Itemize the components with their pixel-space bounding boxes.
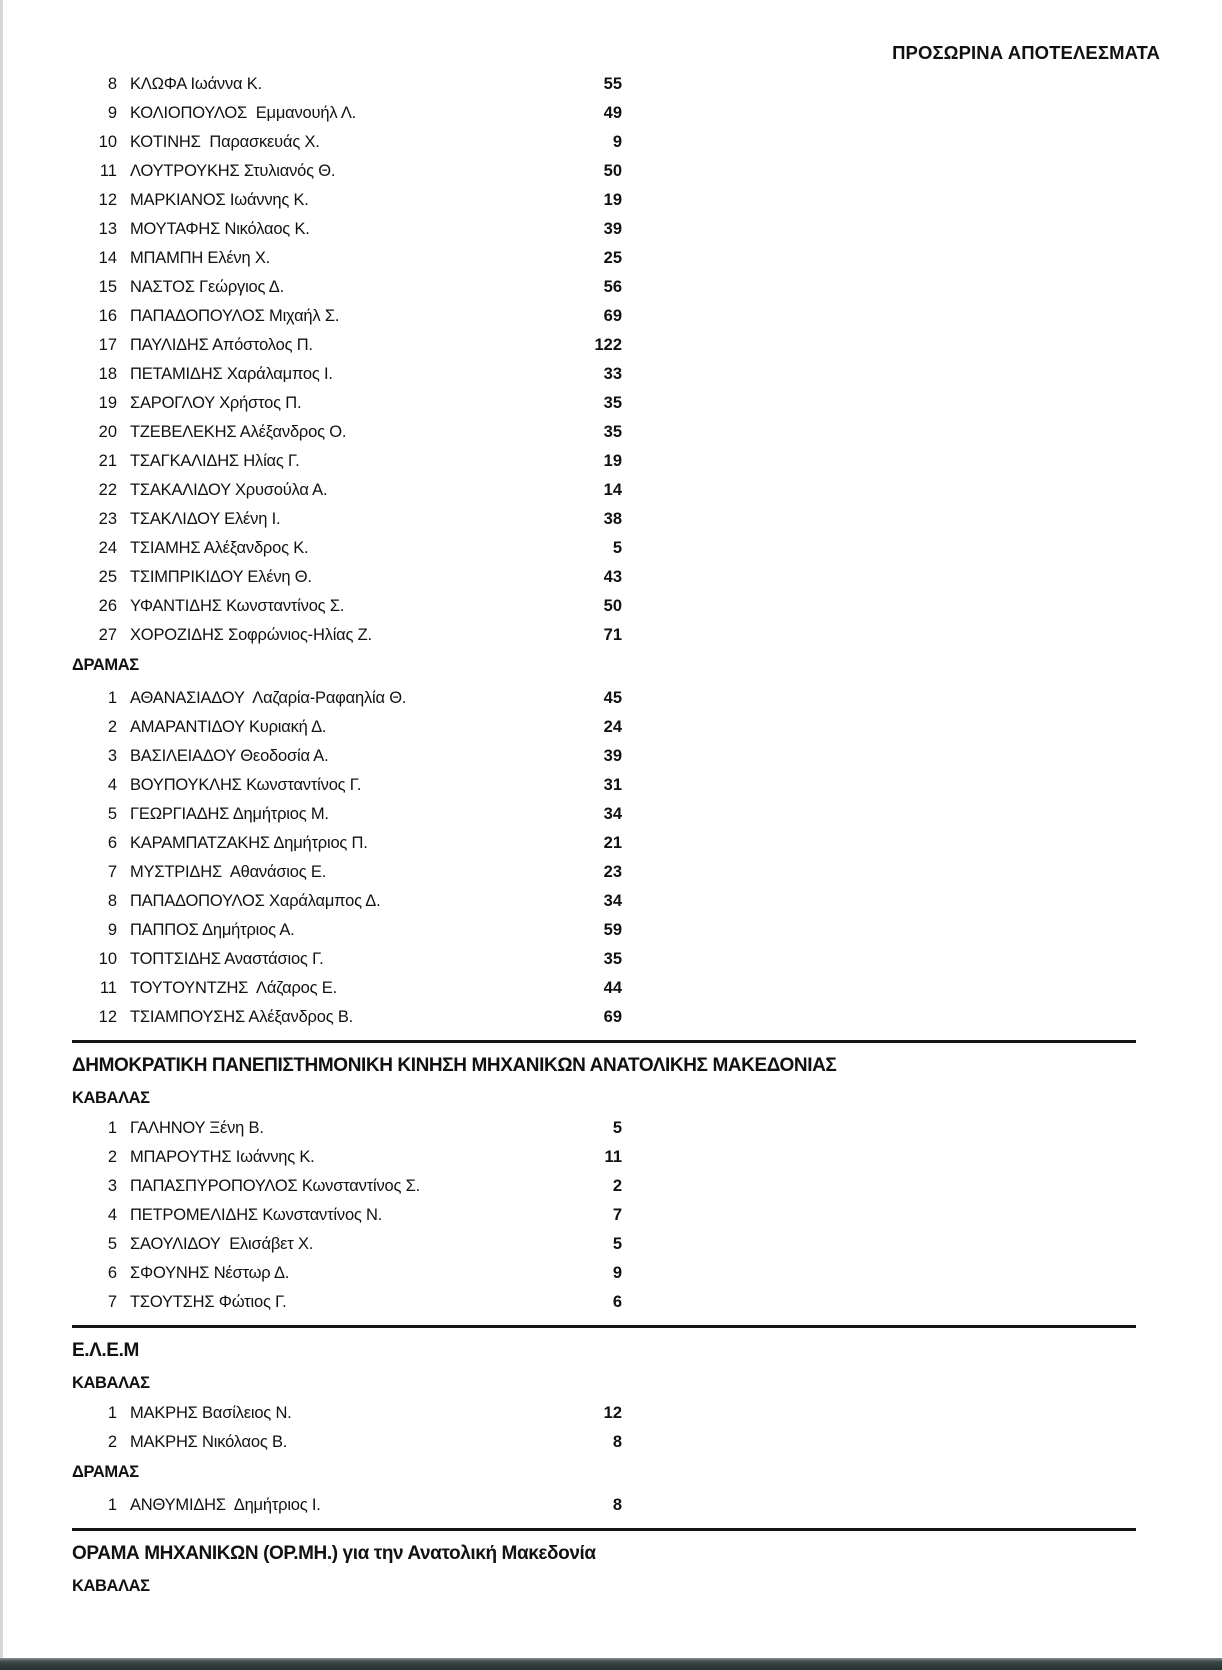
candidate-name: ΤΖΕΒΕΛΕΚΗΣ Αλέξανδρος Ο.	[130, 423, 347, 441]
candidate-number: 7	[107, 1293, 117, 1311]
candidate-number: 6	[107, 1264, 117, 1282]
candidate-votes: 56	[603, 278, 622, 296]
candidate-votes: 12	[603, 1404, 622, 1422]
candidate-name: ΧΟΡΟΖΙΔΗΣ Σοφρώνιος-Ηλίας Ζ.	[130, 626, 372, 644]
candidate-name: ΤΣΙΜΠΡΙΚΙΔΟΥ Ελένη Θ.	[130, 568, 312, 586]
candidate-row	[72, 800, 1136, 829]
candidate-row	[72, 1230, 1136, 1259]
candidate-votes: 8	[612, 1433, 622, 1451]
candidate-row	[72, 1114, 1136, 1143]
candidate-name: ΠΑΠΑΔΟΠΟΥΛΟΣ Μιχαήλ Σ.	[130, 307, 340, 325]
candidate-number: 10	[98, 133, 117, 151]
candidate-number: 22	[98, 481, 117, 499]
candidate-row	[72, 1003, 1136, 1032]
candidate-number: 6	[107, 834, 117, 852]
candidate-number: 9	[107, 921, 117, 939]
candidate-votes: 24	[603, 718, 622, 736]
candidate-row	[72, 273, 1136, 302]
candidate-row	[72, 389, 1136, 418]
candidate-name: ΠΑΠΠΟΣ Δημήτριος Α.	[130, 921, 295, 939]
candidate-name: ΤΣΑΚΑΛΙΔΟΥ Χρυσούλα Α.	[130, 481, 328, 499]
candidate-row	[72, 505, 1136, 534]
candidate-votes: 9	[612, 133, 622, 151]
candidate-number: 27	[98, 626, 117, 644]
candidate-number: 20	[98, 423, 117, 441]
candidate-name: ΑΘΑΝΑΣΙΑΔΟΥ Λαζαρία-Ραφαηλία Θ.	[130, 689, 407, 707]
candidate-votes: 21	[603, 834, 622, 852]
candidate-number: 2	[107, 1148, 117, 1166]
candidate-name: ΜΟΥΤΑΦΗΣ Νικόλαος Κ.	[130, 220, 310, 238]
candidate-number: 1	[107, 1119, 117, 1137]
candidate-row	[72, 157, 1136, 186]
candidate-row	[72, 360, 1136, 389]
candidate-name: ΤΣΙΑΜΗΣ Αλέξανδρος Κ.	[130, 539, 309, 557]
candidate-votes: 34	[603, 892, 622, 910]
candidate-row	[72, 331, 1136, 360]
candidate-votes: 69	[603, 1008, 622, 1026]
candidate-row	[72, 829, 1136, 858]
candidate-number: 5	[107, 1235, 117, 1253]
candidate-row	[72, 128, 1136, 157]
candidate-votes: 2	[612, 1177, 622, 1195]
candidate-row	[72, 302, 1136, 331]
candidate-name: ΚΛΩΦΑ Ιωάννα Κ.	[130, 75, 262, 93]
candidate-row	[72, 244, 1136, 273]
candidate-row	[72, 1143, 1136, 1172]
district-heading: ΔΡΑΜΑΣ	[72, 656, 139, 674]
candidate-number: 8	[107, 892, 117, 910]
candidate-number: 15	[98, 278, 117, 296]
candidate-row	[72, 534, 1136, 563]
candidate-row	[72, 476, 1136, 505]
candidate-number: 9	[107, 104, 117, 122]
section-divider	[72, 1325, 1136, 1328]
candidate-number: 17	[98, 336, 117, 354]
candidate-votes: 5	[612, 1119, 622, 1137]
candidate-name: ΜΠΑΡΟΥΤΗΣ Ιωάννης Κ.	[130, 1148, 315, 1166]
candidate-name: ΜΑΚΡΗΣ Βασίλειος Ν.	[130, 1404, 292, 1422]
candidate-name: ΠΕΤΑΜΙΔΗΣ Χαράλαμπος Ι.	[130, 365, 333, 383]
candidate-votes: 38	[603, 510, 622, 528]
candidate-votes: 50	[603, 162, 622, 180]
candidate-number: 12	[98, 191, 117, 209]
candidate-row	[72, 916, 1136, 945]
candidate-number: 18	[98, 365, 117, 383]
party-heading: ΔΗΜΟΚΡΑΤΙΚΗ ΠΑΝΕΠΙΣΤΗΜΟΝΙΚΗ ΚΙΝΗΣΗ ΜΗΧΑΝΙΚΩΝ ΑΝΑΤΟΛΙΚΗΣ ΜΑΚΕΔΟΝΙΑΣ	[72, 1055, 837, 1076]
candidate-votes: 19	[603, 452, 622, 470]
district-heading: ΚΑΒΑΛΑΣ	[72, 1577, 150, 1595]
candidate-row	[72, 1288, 1136, 1317]
candidate-number: 1	[107, 689, 117, 707]
candidate-name: ΤΟΠΤΣΙΔΗΣ Αναστάσιος Γ.	[130, 950, 324, 968]
candidate-votes: 69	[603, 307, 622, 325]
candidate-name: ΤΟΥΤΟΥΝΤΖΗΣ Λάζαρος Ε.	[130, 979, 337, 997]
candidate-number: 19	[98, 394, 117, 412]
candidate-number: 11	[99, 162, 117, 180]
candidate-votes: 33	[603, 365, 622, 383]
candidate-number: 3	[107, 747, 117, 765]
candidate-row	[72, 418, 1136, 447]
candidate-votes: 25	[603, 249, 622, 267]
candidate-number: 3	[107, 1177, 117, 1195]
candidate-votes: 122	[594, 336, 622, 354]
section-continued	[72, 70, 1136, 1032]
candidate-name: ΚΑΡΑΜΠΑΤΖΑΚΗΣ Δημήτριος Π.	[130, 834, 368, 852]
candidate-number: 1	[107, 1404, 117, 1422]
candidate-row	[72, 1399, 1136, 1428]
candidate-name: ΜΑΡΚΙΑΝΟΣ Ιωάννης Κ.	[130, 191, 309, 209]
candidate-number: 21	[98, 452, 117, 470]
candidate-name: ΠΕΤΡΟΜΕΛΙΔΗΣ Κωνσταντίνος Ν.	[130, 1206, 383, 1224]
candidate-name: ΒΑΣΙΛΕΙΑΔΟΥ Θεοδοσία Α.	[130, 747, 329, 765]
section-divider	[72, 1528, 1136, 1531]
candidate-number: 2	[107, 718, 117, 736]
candidate-row	[72, 447, 1136, 476]
candidate-votes: 59	[603, 921, 622, 939]
candidate-row	[72, 70, 1136, 99]
candidate-number: 4	[107, 1206, 117, 1224]
candidate-row	[72, 1172, 1136, 1201]
candidate-votes: 44	[603, 979, 622, 997]
candidate-row	[72, 742, 1136, 771]
candidate-row	[72, 1491, 1136, 1520]
section-divider	[72, 1040, 1136, 1043]
candidate-number: 14	[98, 249, 117, 267]
candidate-number: 12	[98, 1008, 117, 1026]
candidate-name: ΣΑΟΥΛΙΔΟΥ Ελισάβετ Χ.	[130, 1235, 314, 1253]
candidate-name: ΠΑΠΑΔΟΠΟΥΛΟΣ Χαράλαμπος Δ.	[130, 892, 381, 910]
candidate-name: ΚΟΛΙΟΠΟΥΛΟΣ Εμμανουήλ Λ.	[130, 104, 357, 122]
candidate-votes: 9	[612, 1264, 622, 1282]
candidate-number: 7	[107, 863, 117, 881]
candidate-row	[72, 592, 1136, 621]
candidate-name: ΤΣΟΥΤΣΗΣ Φώτιος Γ.	[130, 1293, 287, 1311]
candidate-votes: 23	[603, 863, 622, 881]
section-party	[72, 1049, 1136, 1317]
candidate-row	[72, 621, 1136, 650]
candidate-row	[72, 1428, 1136, 1457]
candidate-number: 10	[98, 950, 117, 968]
candidate-number: 4	[107, 776, 117, 794]
candidate-row	[72, 771, 1136, 800]
candidate-number: 11	[99, 979, 117, 997]
candidate-votes: 5	[612, 1235, 622, 1253]
candidate-name: ΑΜΑΡΑΝΤΙΔΟΥ Κυριακή Δ.	[130, 718, 327, 736]
candidate-votes: 35	[603, 423, 622, 441]
candidate-votes: 45	[603, 689, 622, 707]
candidate-number: 1	[107, 1496, 117, 1514]
page-header-title: ΠΡΟΣΩΡΙΝΑ ΑΠΟΤΕΛΕΣΜΑΤΑ	[892, 42, 1160, 63]
party-heading: Ε.Λ.Ε.Μ	[72, 1340, 139, 1361]
candidate-number: 13	[98, 220, 117, 238]
candidate-name: ΣΦΟΥΝΗΣ Νέστωρ Δ.	[130, 1264, 290, 1282]
candidate-number: 2	[107, 1433, 117, 1451]
candidate-name: ΤΣΙΑΜΠΟΥΣΗΣ Αλέξανδρος Β.	[130, 1008, 354, 1026]
candidate-votes: 14	[603, 481, 622, 499]
candidate-number: 25	[98, 568, 117, 586]
candidate-row	[72, 974, 1136, 1003]
candidate-votes: 11	[604, 1148, 622, 1166]
candidate-name: ΝΑΣΤΟΣ Γεώργιος Δ.	[130, 278, 284, 296]
candidate-name: ΥΦΑΝΤΙΔΗΣ Κωνσταντίνος Σ.	[130, 597, 345, 615]
candidate-votes: 35	[603, 394, 622, 412]
district-drama	[72, 650, 1136, 1032]
candidate-votes: 6	[612, 1293, 622, 1311]
window-bottom-bar	[0, 1658, 1222, 1670]
candidate-row	[72, 186, 1136, 215]
candidate-votes: 50	[603, 597, 622, 615]
candidate-number: 23	[98, 510, 117, 528]
results-content	[72, 70, 1136, 1602]
candidate-number: 24	[98, 539, 117, 557]
candidate-name: ΠΑΥΛΙΔΗΣ Απόστολος Π.	[130, 336, 313, 354]
candidate-votes: 5	[612, 539, 622, 557]
candidate-votes: 55	[603, 75, 622, 93]
district-continued	[72, 70, 1136, 650]
candidate-name: ΜΥΣΤΡΙΔΗΣ Αθανάσιος Ε.	[130, 863, 327, 881]
candidate-name: ΚΟΤΙΝΗΣ Παρασκευάς Χ.	[130, 133, 320, 151]
candidate-name: ΣΑΡΟΓΛΟΥ Χρήστος Π.	[130, 394, 302, 412]
candidate-votes: 19	[603, 191, 622, 209]
candidate-name: ΜΑΚΡΗΣ Νικόλαος Β.	[130, 1433, 288, 1451]
candidate-name: ΤΣΑΚΛΙΔΟΥ Ελένη Ι.	[130, 510, 281, 528]
candidate-row	[72, 99, 1136, 128]
candidate-row	[72, 684, 1136, 713]
candidate-votes: 71	[603, 626, 622, 644]
candidate-name: ΓΑΛΗΝΟΥ Ξένη Β.	[130, 1119, 264, 1137]
candidate-votes: 49	[603, 104, 622, 122]
section-party	[72, 1537, 1136, 1602]
candidate-number: 26	[98, 597, 117, 615]
candidate-name: ΠΑΠΑΣΠΥΡΟΠΟΥΛΟΣ Κωνσταντίνος Σ.	[130, 1177, 421, 1195]
candidate-row	[72, 215, 1136, 244]
candidate-votes: 34	[603, 805, 622, 823]
candidate-row	[72, 945, 1136, 974]
candidate-row	[72, 1201, 1136, 1230]
candidate-name: ΛΟΥΤΡΟΥΚΗΣ Στυλιανός Θ.	[130, 162, 336, 180]
candidate-row	[72, 713, 1136, 742]
candidate-name: ΜΠΑΜΠΗ Ελένη Χ.	[130, 249, 271, 267]
candidate-votes: 31	[603, 776, 622, 794]
candidate-row	[72, 563, 1136, 592]
candidate-votes: 43	[603, 568, 622, 586]
candidate-votes: 39	[603, 747, 622, 765]
candidate-name: ΑΝΘΥΜΙΔΗΣ Δημήτριος Ι.	[130, 1496, 321, 1514]
district-heading: ΚΑΒΑΛΑΣ	[72, 1089, 150, 1107]
candidate-number: 5	[107, 805, 117, 823]
candidate-votes: 7	[612, 1206, 622, 1224]
party-heading: ΟΡΑΜΑ ΜΗΧΑΝΙΚΩΝ (ΟΡ.ΜΗ.) για την Ανατολική Μακεδονία	[72, 1543, 596, 1564]
candidate-name: ΤΣΑΓΚΑΛΙΔΗΣ Ηλίας Γ.	[130, 452, 300, 470]
candidate-name: ΒΟΥΠΟΥΚΛΗΣ Κωνσταντίνος Γ.	[130, 776, 362, 794]
candidate-number: 8	[107, 75, 117, 93]
district-heading: ΚΑΒΑΛΑΣ	[72, 1374, 150, 1392]
candidate-row	[72, 1259, 1136, 1288]
candidate-row	[72, 858, 1136, 887]
district-heading: ΔΡΑΜΑΣ	[72, 1463, 139, 1481]
candidate-name: ΓΕΩΡΓΙΑΔΗΣ Δημήτριος Μ.	[130, 805, 329, 823]
candidate-votes: 35	[603, 950, 622, 968]
section-party	[72, 1334, 1136, 1520]
candidate-number: 16	[98, 307, 117, 325]
candidate-votes: 8	[612, 1496, 622, 1514]
candidate-votes: 39	[603, 220, 622, 238]
candidate-row	[72, 887, 1136, 916]
